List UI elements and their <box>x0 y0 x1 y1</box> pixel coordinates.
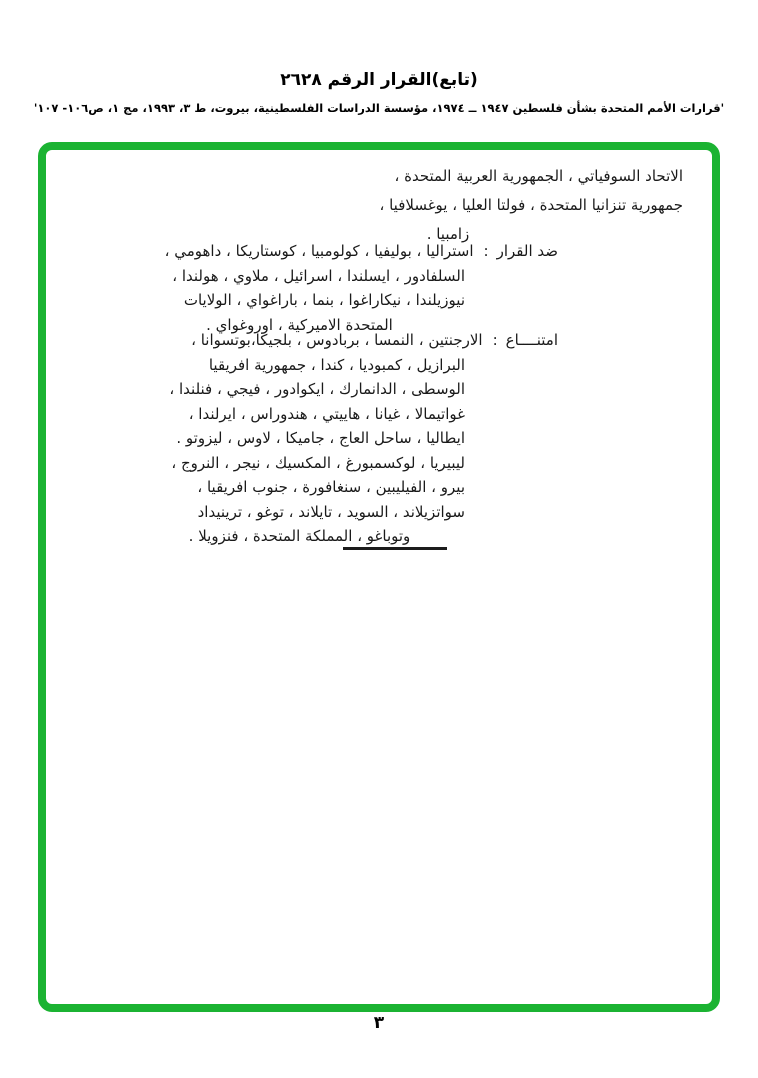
resolution-title: (تابع)القرار الرقم ٢٦٢٨ <box>280 70 478 90</box>
section-abstentions <box>134 328 558 549</box>
page-number: ٣ <box>373 1013 385 1033</box>
text-line: بيرو ، الفيليبين ، سنغافورة ، جنوب افريقيا ، <box>197 478 465 496</box>
closing-divider <box>343 547 447 550</box>
section-colon: : <box>483 242 489 260</box>
text-line: زامبيا . <box>426 225 470 243</box>
text-line: المتحدة الاميركية ، اوروغواي . <box>206 315 393 334</box>
text-line: الوسطى ، الدانمارك ، ايكوادور ، فيجي ، فنلندا ، <box>169 380 465 398</box>
section-first-line <box>134 328 558 353</box>
text-line: البرازيل ، كمبوديا ، كندا ، جمهورية افريقيا <box>208 355 465 374</box>
text-line: ليبيريا ، لوكسمبورغ ، المكسيك ، نيجر ، النروج ، <box>171 453 465 472</box>
text-line: ايطاليا ، ساحل العاج ، جاميكا ، لاوس ، ليزوتو . <box>176 429 465 447</box>
text-line: جمهورية تنزانيا المتحدة ، فولتا العليا ، يوغسلافيا ، <box>379 196 683 214</box>
text-line: الاتحاد السوفياتي ، الجمهورية العربية المتحدة ، <box>394 167 683 185</box>
text-line: السلفادور ، ايسلندا ، اسرائيل ، ملاوي ، هولندا ، <box>172 266 465 285</box>
section-colon: : <box>492 331 498 349</box>
votes-continuation-paragraph <box>213 162 683 249</box>
section-against-resolution <box>134 239 558 337</box>
text-line: الارجنتين ، النمسا ، بربادوس ، بلجيكا،بوتسوانا ، <box>191 331 483 349</box>
text-line: نيوزيلندا ، نيكاراغوا ، بنما ، باراغواي ، الولايات <box>183 291 465 309</box>
section-label: امتنــــاع <box>505 331 558 349</box>
text-line: وتوباغو ، المملكة المتحدة ، فنزويلا . <box>188 527 411 545</box>
source-citation: 'قرارات الأمم المتحدة بشأن فلسطين ١٩٤٧ ــ ١٩٧٤، مؤسسة الدراسات الفلسطينية، بيروت، ط ٣، ١٩٩٣، مج ١، ص١٠٦- ١٠٧' <box>33 101 725 115</box>
section-first-line <box>134 239 558 264</box>
text-line: غواتيمالا ، غيانا ، هاييتي ، هندوراس ، ايرلندا ، <box>188 404 465 423</box>
text-line: سواتزيلاند ، السويد ، تايلاند ، توغو ، ترينيداد <box>197 502 465 521</box>
section-label: ضد القرار <box>496 242 558 260</box>
text-line: استراليا ، بوليفيا ، كولومبيا ، كوستاريكا ، داهومي ، <box>164 242 474 260</box>
